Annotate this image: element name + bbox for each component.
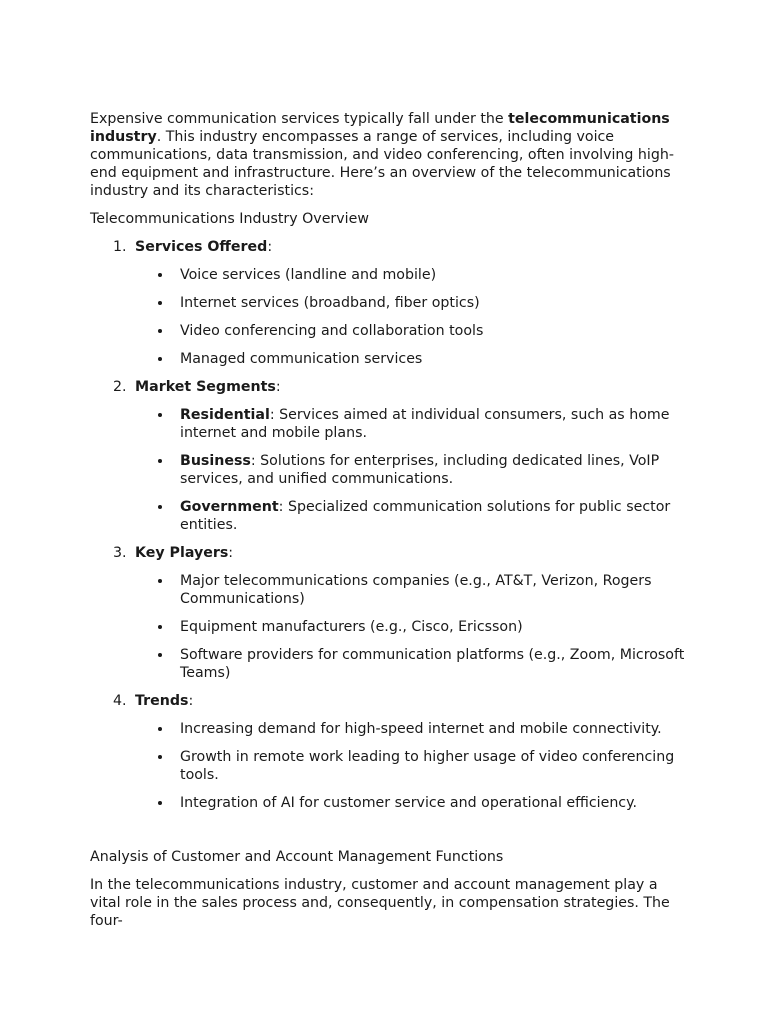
list-item: Increasing demand for high-speed internet and mobile connectivity. xyxy=(135,720,690,738)
bullet-list xyxy=(135,406,690,534)
list-item: Growth in remote work leading to higher usage of video conferencing tools. xyxy=(135,748,690,784)
list-item: Business: Solutions for enterprises, including dedicated lines, VoIP services, and unified communications. xyxy=(135,452,690,488)
overview-heading: Telecommunications Industry Overview xyxy=(90,211,369,227)
bullet-icon xyxy=(158,357,162,361)
section-trends: 4. Trends: Increasing demand for high-speed internet and mobile connectivity. Growth in remote work leading to higher usage of video conferencing tools. Integration of AI for customer service and operational efficiency. xyxy=(90,692,690,812)
list-item: Managed communication services xyxy=(135,350,690,368)
list-item: Government: Specialized communication solutions for public sector entities. xyxy=(135,498,690,534)
document-page xyxy=(90,110,690,930)
intro-text-start: Expensive communication services typically fall under the xyxy=(90,111,509,127)
list-item: Residential: Services aimed at individual consumers, such as home internet and mobile plans. xyxy=(135,406,690,442)
intro-text-end: . This industry encompasses a range of services, including voice communications, data transmission, and video conferencing, often involving high-end equipment and infrastructure. Here’s an overview of the telecommunications industry and its characteristics: xyxy=(90,129,674,199)
list-item: Internet services (broadband, fiber optics) xyxy=(135,294,690,312)
section-title: Services Offered xyxy=(135,239,268,255)
section-number: 2. xyxy=(113,379,127,395)
bullet-list xyxy=(135,572,690,682)
bullet-icon xyxy=(158,801,162,805)
bullet-icon xyxy=(158,459,162,463)
section-number: 1. xyxy=(113,239,127,255)
bullet-list xyxy=(135,266,690,368)
bullet-icon xyxy=(158,653,162,657)
section-market-segments: 2. Market Segments: Residential: Services aimed at individual consumers, such as home internet and mobile plans. Business: Solutions for enterprises, including dedicated lines, VoIP services, and unified communications. Government: Specialized communication solutions for public sector entities. xyxy=(90,378,690,534)
section-number: 3. xyxy=(113,545,127,561)
bullet-icon xyxy=(158,579,162,583)
bullet-icon xyxy=(158,755,162,759)
bullet-icon xyxy=(158,625,162,629)
bullet-icon xyxy=(158,329,162,333)
section-number: 4. xyxy=(113,693,127,709)
section-title: Key Players xyxy=(135,545,229,561)
section-title: Trends xyxy=(135,693,189,709)
list-item: Equipment manufacturers (e.g., Cisco, Ericsson) xyxy=(135,618,690,636)
intro-paragraph xyxy=(90,110,690,200)
bullet-icon xyxy=(158,727,162,731)
list-item: Integration of AI for customer service and operational efficiency. xyxy=(135,794,690,812)
list-item: Major telecommunications companies (e.g., AT&T, Verizon, Rogers Communications) xyxy=(135,572,690,608)
section-title: Market Segments xyxy=(135,379,276,395)
analysis-heading: Analysis of Customer and Account Management Functions xyxy=(90,849,504,865)
bullet-icon xyxy=(158,413,162,417)
list-item: Software providers for communication platforms (e.g., Zoom, Microsoft Teams) xyxy=(135,646,690,682)
intro-bold-term: telecommunications industry xyxy=(90,111,670,145)
bullet-icon xyxy=(158,505,162,509)
bullet-list xyxy=(135,720,690,812)
section-key-players: 3. Key Players: Major telecommunications companies (e.g., AT&T, Verizon, Rogers Communications) Equipment manufacturers (e.g., Cisco, Ericsson) Software providers for communication platforms (e.g., Zoom, Microsoft Teams) xyxy=(90,544,690,682)
analysis-paragraph: In the telecommunications industry, customer and account management play a vital role in the sales process and, consequently, in compensation strategies. The four- xyxy=(90,877,670,929)
bullet-icon xyxy=(158,273,162,277)
bullet-icon xyxy=(158,301,162,305)
overview-list xyxy=(90,238,690,812)
list-item: Video conferencing and collaboration tools xyxy=(135,322,690,340)
section-services-offered: 1. Services Offered: Voice services (landline and mobile) Internet services (broadband, fiber optics) Video conferencing and collaboration tools Managed communication services xyxy=(90,238,690,368)
list-item: Voice services (landline and mobile) xyxy=(135,266,690,284)
